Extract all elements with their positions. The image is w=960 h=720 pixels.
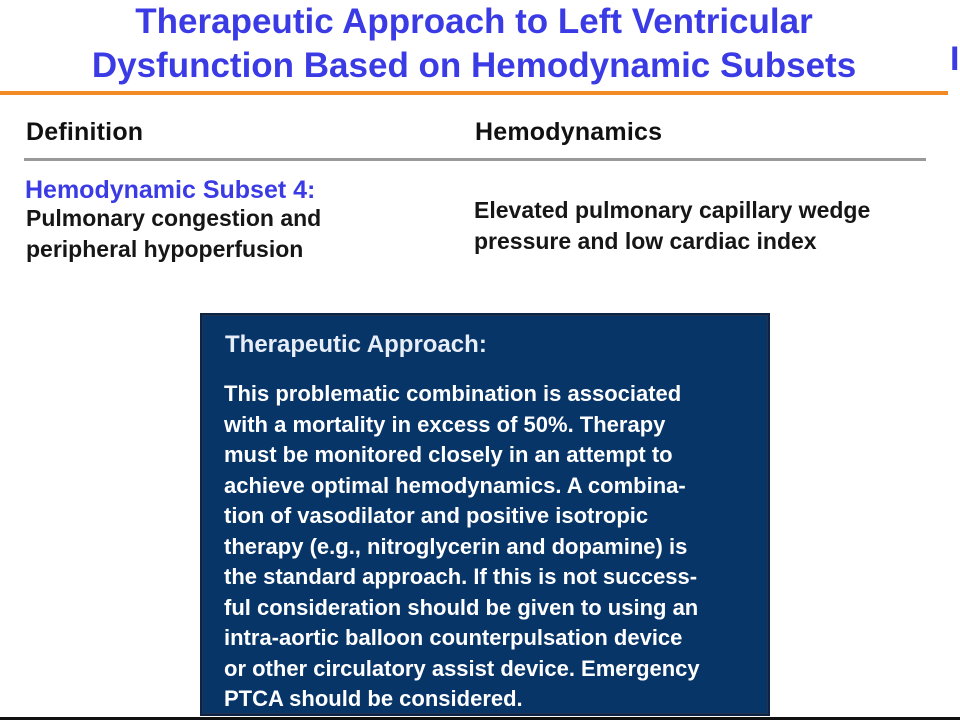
therapeutic-approach-box: [200, 313, 770, 716]
cropped-title-fragment: I: [950, 44, 960, 74]
approach-line-5: tion of vasodilator and positive isotropic: [224, 503, 649, 528]
approach-line-11: PTCA should be considered.: [224, 686, 523, 711]
therapeutic-approach-title: Therapeutic Approach:: [225, 331, 487, 358]
hemodynamics-line-2: pressure and low cardiac index: [474, 228, 817, 254]
hemodynamics-column-header: Hemodynamics: [475, 118, 663, 146]
hemodynamics-description: [474, 195, 928, 257]
definition-column-header: Definition: [26, 118, 144, 146]
slide-title: [0, 0, 948, 88]
approach-line-1: This problematic combination is associated: [224, 381, 682, 406]
definition-line-2: peripheral hypoperfusion: [26, 236, 304, 262]
table-header-divider: [24, 158, 926, 161]
approach-line-6: therapy (e.g., nitroglycerin and dopamine) is: [224, 533, 688, 559]
approach-line-3: must be monitored closely in an attempt to: [224, 442, 673, 467]
hemodynamics-line-1: Elevated pulmonary capillary wedge: [474, 197, 871, 223]
slide-title-line-2: Dysfunction Based on Hemodynamic Subsets: [91, 46, 857, 85]
therapeutic-approach-body: [224, 379, 752, 715]
approach-line-10: or other circulatory assist device. Emergency: [224, 655, 700, 681]
hemodynamic-subset-title: Hemodynamic Subset 4:: [25, 176, 316, 204]
orange-title-rule: [0, 91, 948, 95]
approach-line-9: intra-aortic balloon counterpulsation device: [224, 625, 683, 650]
slide-title-line-1: Therapeutic Approach to Left Ventricular: [135, 2, 813, 41]
definition-description: [26, 203, 386, 265]
approach-line-7: the standard approach. If this is not success-: [224, 564, 698, 589]
approach-line-2: with a mortality in excess of 50%. Therapy: [224, 411, 666, 437]
approach-line-4: achieve optimal hemodynamics. A combina-: [224, 472, 686, 498]
approach-line-8: ful consideration should be given to using an: [224, 594, 699, 620]
definition-line-1: Pulmonary congestion and: [26, 205, 322, 231]
